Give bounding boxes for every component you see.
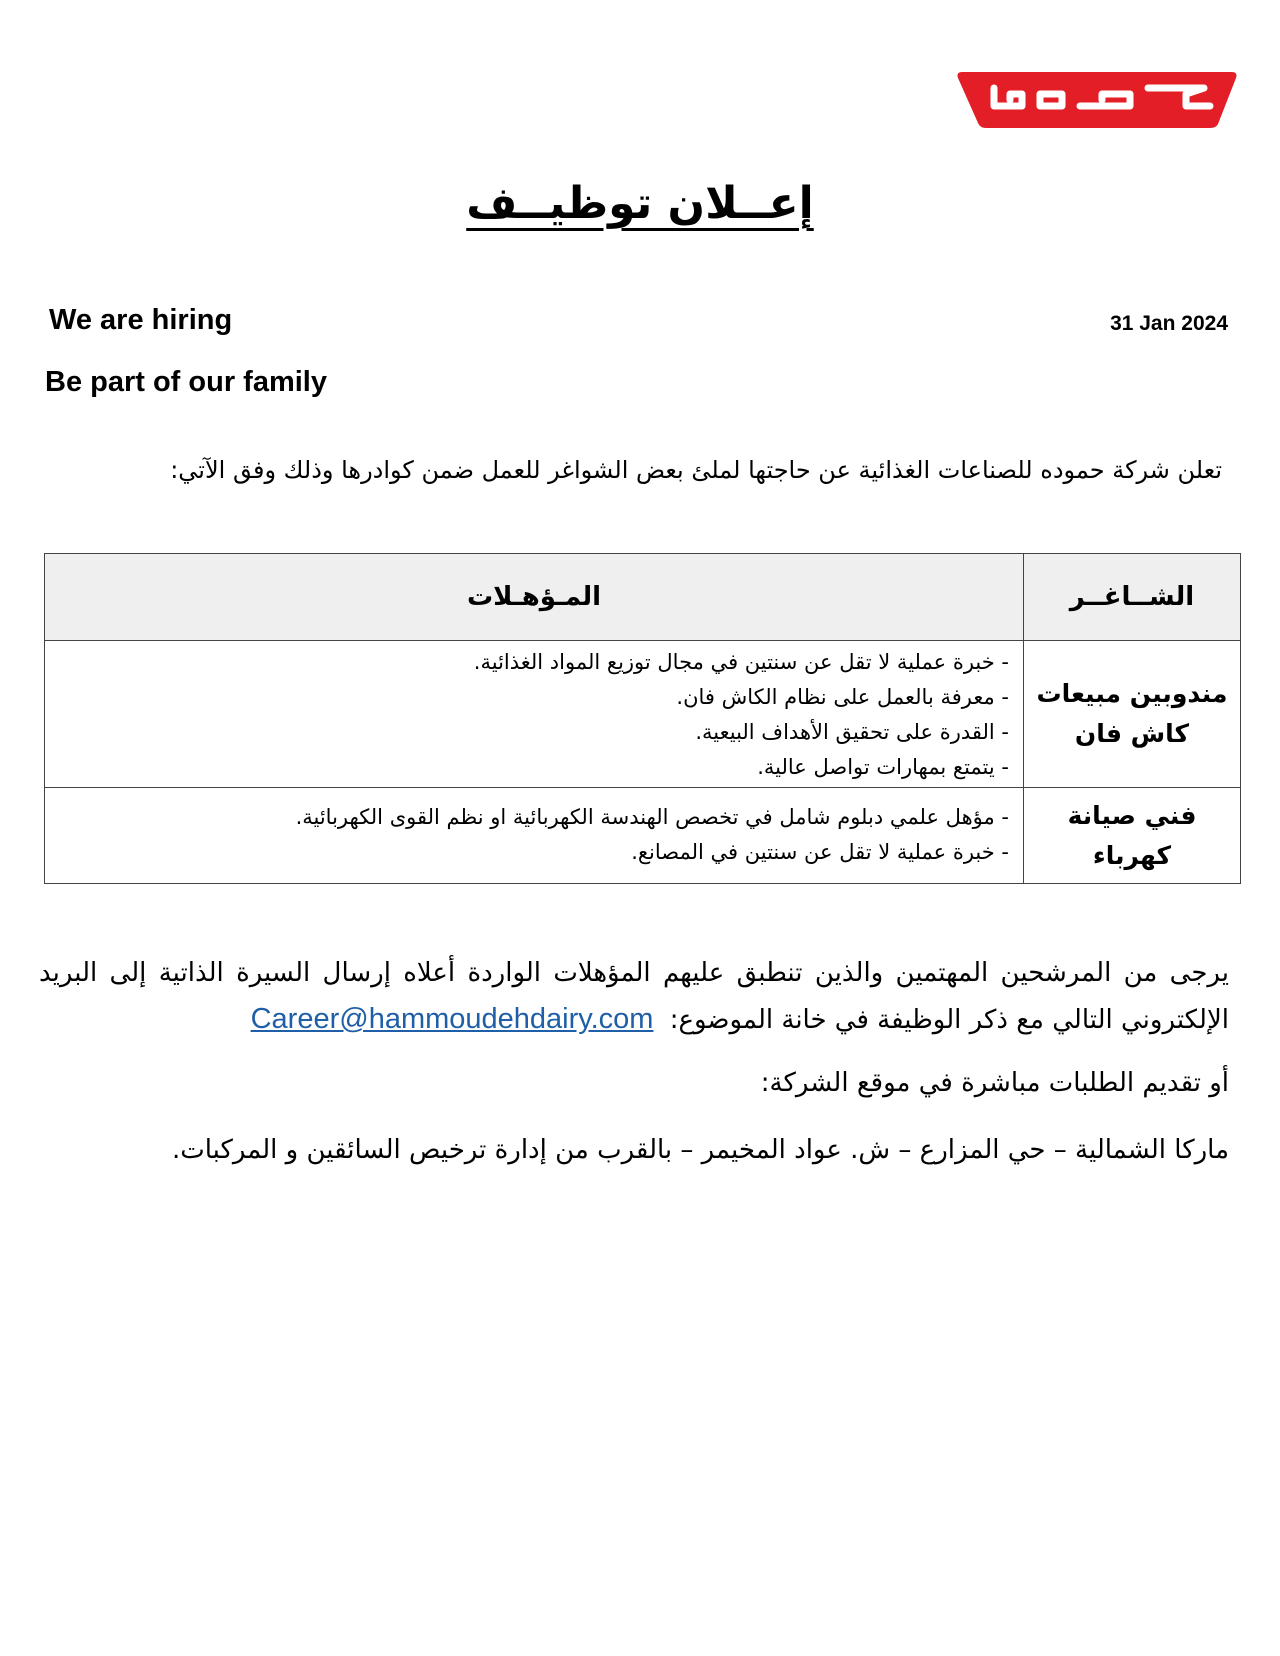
apply-instructions-line1: يرجى من المرشحين المهتمين والذين تنطبق عليهم المؤهلات الواردة أعلاه إرسال السيرة الذاتية إلى البريد xyxy=(39,958,1229,988)
apply-instructions-text: الإلكتروني التالي مع ذكر الوظيفة في خانة الموضوع: xyxy=(669,1005,1229,1035)
announcement-date: 31 Jan 2024 xyxy=(1110,312,1228,335)
page-title-text: إعــلان توظيــف xyxy=(466,178,814,229)
header-qualifications: المـؤهـلات xyxy=(45,554,1024,641)
qualification-item: - خبرة عملية لا تقل عن سنتين في المصانع. xyxy=(631,840,1009,864)
qualification-item: - خبرة عملية لا تقل عن سنتين في مجال توزيع المواد الغذائية. xyxy=(473,650,1009,674)
table-header-row xyxy=(45,554,1241,641)
qualifications-cell xyxy=(45,641,1024,788)
company-address: ماركا الشمالية – حي المزارع – ش. عواد المخيمر – بالقرب من إدارة ترخيص السائقين و المركبات. xyxy=(171,1135,1229,1165)
table-row xyxy=(45,788,1241,884)
qualification-item: - معرفة بالعمل على نظام الكاش فان. xyxy=(676,685,1009,709)
apply-in-person-text: أو تقديم الطلبات مباشرة في موقع الشركة: xyxy=(760,1068,1229,1098)
header-job: الشــاغــر xyxy=(1024,554,1241,641)
qualification-item: - القدرة على تحقيق الأهداف البيعية. xyxy=(695,720,1009,744)
jobs-table xyxy=(44,553,1241,884)
page-title xyxy=(0,178,1280,229)
apply-instructions-line2 xyxy=(39,996,1229,1043)
hiring-tagline: We are hiring xyxy=(49,304,233,336)
qualification-item: - يتمتع بمهارات تواصل عالية. xyxy=(757,755,1009,779)
table-row xyxy=(45,641,1241,788)
job-title-line: فني صيانة كهرباء xyxy=(1067,800,1197,870)
family-subtitle: Be part of our family xyxy=(45,366,327,398)
career-email-link[interactable]: Career@hammoudehdairy.com xyxy=(250,1003,654,1035)
qualifications-cell xyxy=(45,788,1024,884)
job-title-line: كاش فان xyxy=(1074,719,1190,748)
job-title-cell xyxy=(1024,641,1241,788)
intro-paragraph: تعلن شركة حموده للصناعات الغذائية عن حاجتها لملئ بعض الشواغر للعمل ضمن كوادرها وذلك وفق الآتي: xyxy=(170,456,1222,484)
job-title-cell xyxy=(1024,788,1241,884)
company-logo xyxy=(954,68,1240,130)
qualification-item: - مؤهل علمي دبلوم شامل في تخصص الهندسة الكهربائية او نظم القوى الكهربائية. xyxy=(295,805,1009,829)
job-title-line: مندوبين مبيعات xyxy=(1036,679,1228,708)
